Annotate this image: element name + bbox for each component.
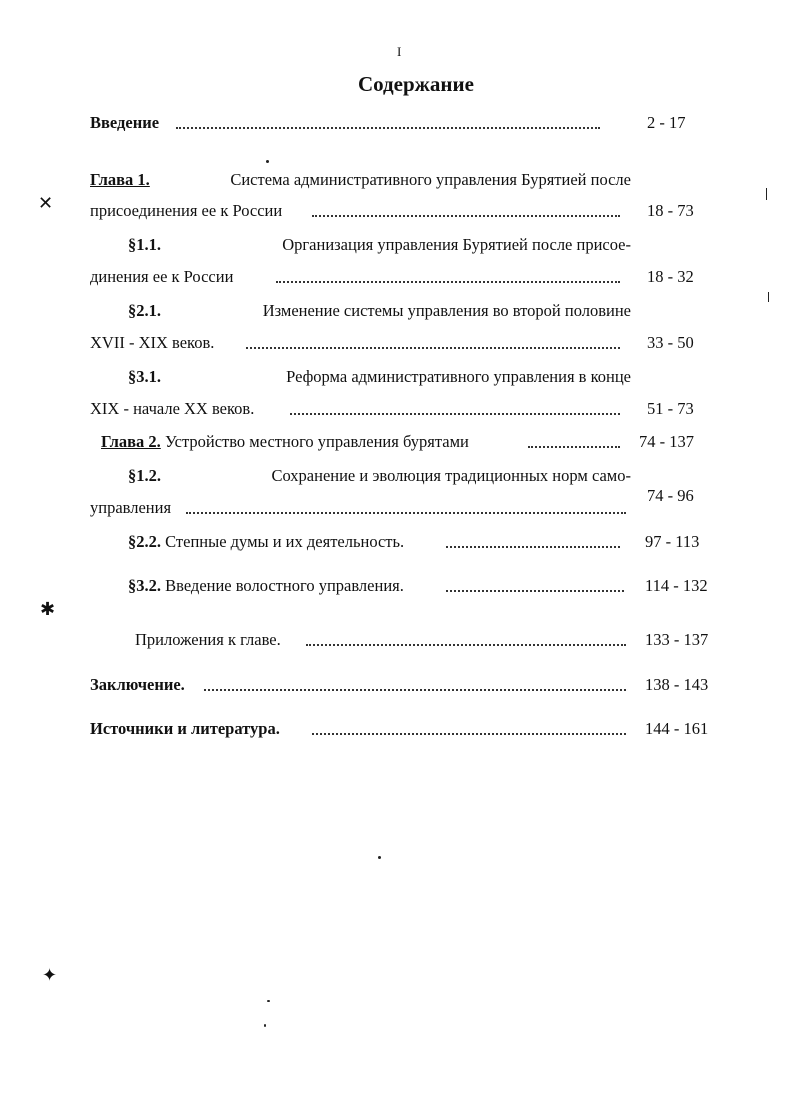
section-number: §2.1.: [128, 301, 161, 320]
toc-label-cont: XVII - XIX веков.: [90, 333, 215, 352]
section-number: §3.1.: [128, 367, 161, 386]
toc-line: [128, 235, 631, 255]
toc-pages: 97 - 113: [645, 532, 700, 551]
toc-label: Заключение.: [90, 675, 185, 694]
toc-line: [128, 576, 404, 596]
leader-dots: [204, 689, 626, 691]
scan-speck: [766, 188, 767, 200]
scan-speck: [266, 160, 269, 163]
chapter-heading: Глава 1.: [90, 170, 150, 189]
toc-label: Устройство местного управления бурятами: [164, 432, 469, 451]
chapter-heading: Глава 2.: [101, 432, 161, 451]
section-number: §2.2.: [128, 532, 161, 551]
toc-pages: 33 - 50: [647, 333, 694, 352]
toc-pages: 133 - 137: [645, 630, 709, 649]
toc-pages: 2 - 17: [647, 113, 686, 132]
toc-label-cont: управления: [90, 498, 172, 517]
toc-line: [128, 367, 631, 387]
toc-line: [90, 170, 631, 190]
toc-label: Организация управления Бурятией после присое-: [282, 235, 631, 254]
toc-pages: 144 - 161: [645, 719, 709, 738]
toc-label: Система административного управления Бурятией после: [230, 170, 631, 189]
toc-line: [128, 466, 631, 486]
leader-dots: [312, 733, 626, 735]
scan-speck: [768, 292, 769, 302]
leader-dots: [290, 413, 620, 415]
section-number: §1.2.: [128, 466, 161, 485]
toc-pages: 74 - 137: [639, 432, 694, 451]
section-number: §1.1.: [128, 235, 161, 254]
page-number: I: [397, 44, 402, 59]
scan-blot-icon: ✱: [40, 599, 56, 619]
toc-label: Приложения к главе.: [135, 630, 281, 649]
toc-pages: 18 - 73: [647, 201, 694, 220]
section-number: §3.2.: [128, 576, 161, 595]
scan-speck: [264, 1024, 266, 1027]
toc-pages: 18 - 32: [647, 267, 694, 286]
leader-dots: [446, 546, 620, 548]
toc-label: Степные думы и их деятельность.: [165, 532, 405, 551]
scan-blot-icon: ✕: [38, 193, 54, 213]
leader-dots: [528, 446, 620, 448]
toc-line: [128, 532, 404, 552]
toc-label: Реформа административного управления в конце: [286, 367, 631, 386]
toc-pages: 51 - 73: [647, 399, 694, 418]
leader-dots: [246, 347, 620, 349]
leader-dots: [312, 215, 620, 217]
leader-dots: [446, 590, 624, 592]
toc-label-cont: динения ее к России: [90, 267, 234, 286]
scan-speck: [378, 856, 381, 859]
toc-pages: 74 - 96: [647, 486, 694, 505]
toc-label: Изменение системы управления во второй половине: [262, 301, 631, 320]
toc-line: [128, 301, 631, 321]
scan-blot-icon: ✦: [42, 965, 58, 985]
toc-label: Источники и литература.: [90, 719, 280, 738]
toc-label-cont: присоединения ее к России: [90, 201, 283, 220]
scan-speck: [267, 1000, 270, 1002]
leader-dots: [186, 512, 626, 514]
toc-label: Введение: [90, 113, 160, 132]
leader-dots: [306, 644, 626, 646]
toc-pages: 114 - 132: [645, 576, 708, 595]
toc-line: [101, 432, 469, 452]
toc-label-cont: XIX - начале XX веков.: [90, 399, 255, 418]
page-title: Содержание: [358, 72, 474, 96]
toc-label: Сохранение и эволюция традиционных норм само-: [271, 466, 631, 485]
leader-dots: [176, 127, 600, 129]
leader-dots: [276, 281, 620, 283]
toc-label: Введение волостного управления.: [165, 576, 404, 595]
toc-pages: 138 - 143: [645, 675, 709, 694]
